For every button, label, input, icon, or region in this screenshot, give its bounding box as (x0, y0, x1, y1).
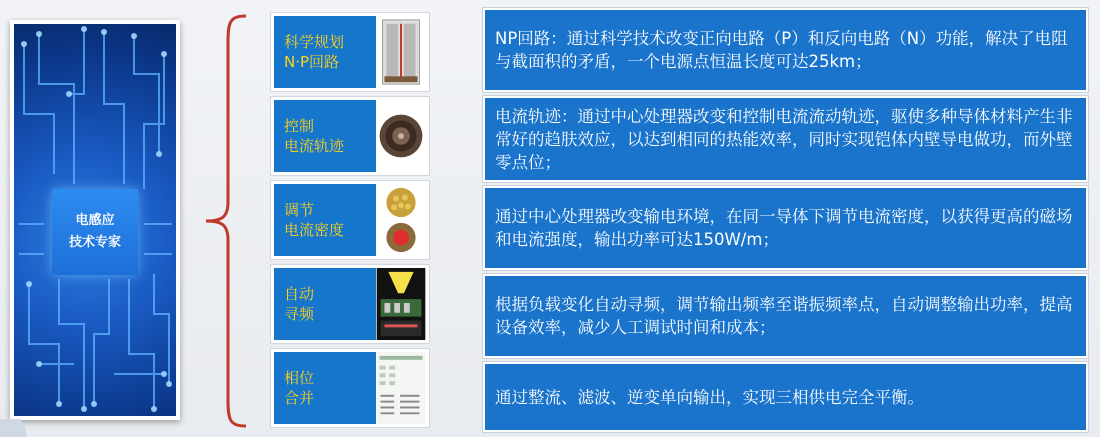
description-current-density: 通过中心处理器改变输电环境，在同一导体下调节电流密度，以获得更高的磁场和电流强度，输出功率可达150W/m； (483, 186, 1088, 270)
description-phase-merge: 通过整流、滤波、逆变单向输出，实现三相供电完全平衡。 (483, 362, 1088, 432)
cable-cross-section-image (376, 100, 426, 172)
feature-label: 调节 电流密度 (274, 184, 376, 256)
description-np-circuit: NP回路：通过科学技术改变正向电路（P）和反向电路（N）功能，解决了电阻与截面积的矛盾，一个电源点恒温长度可达25km； (483, 8, 1088, 92)
feature-row-phase-merge (270, 348, 430, 428)
feature-label: 自动 寻频 (274, 268, 376, 340)
feature-row-current-path (270, 96, 430, 176)
feature-row-np-circuit (270, 12, 430, 92)
processor-chip (52, 189, 138, 275)
description-auto-frequency: 根据负载变化自动寻频，调节输出频率至谐振频率点，自动调整输出功率，提高设备效率，减少人工调试时间和成本； (483, 274, 1088, 358)
decorative-corner (0, 419, 40, 437)
hero-title-line1: 电感应 (75, 213, 115, 228)
hero-panel (10, 20, 180, 420)
feature-label: 相位 合并 (274, 352, 376, 424)
feature-label: 科学规划 N·P回路 (274, 16, 376, 88)
curly-brace-icon (200, 12, 250, 430)
circuit-board-image (14, 24, 176, 416)
frequency-circuit-image (376, 268, 426, 340)
np-circuit-image (376, 16, 426, 88)
phase-table-image (376, 352, 426, 424)
feature-row-auto-frequency (270, 264, 430, 344)
description-current-path: 电流轨迹：通过中心处理器改变和控制电流流动轨迹，驱使多种导体材料产生非常好的趋肤效应，以达到相同的热能效率，同时实现铠体内壁导电做功，而外壁零点位； (483, 96, 1088, 182)
feature-label: 控制 电流轨迹 (274, 100, 376, 172)
hero-title-line2: 技术专家 (68, 235, 121, 250)
conductor-density-image (376, 184, 426, 256)
feature-row-current-density (270, 180, 430, 260)
